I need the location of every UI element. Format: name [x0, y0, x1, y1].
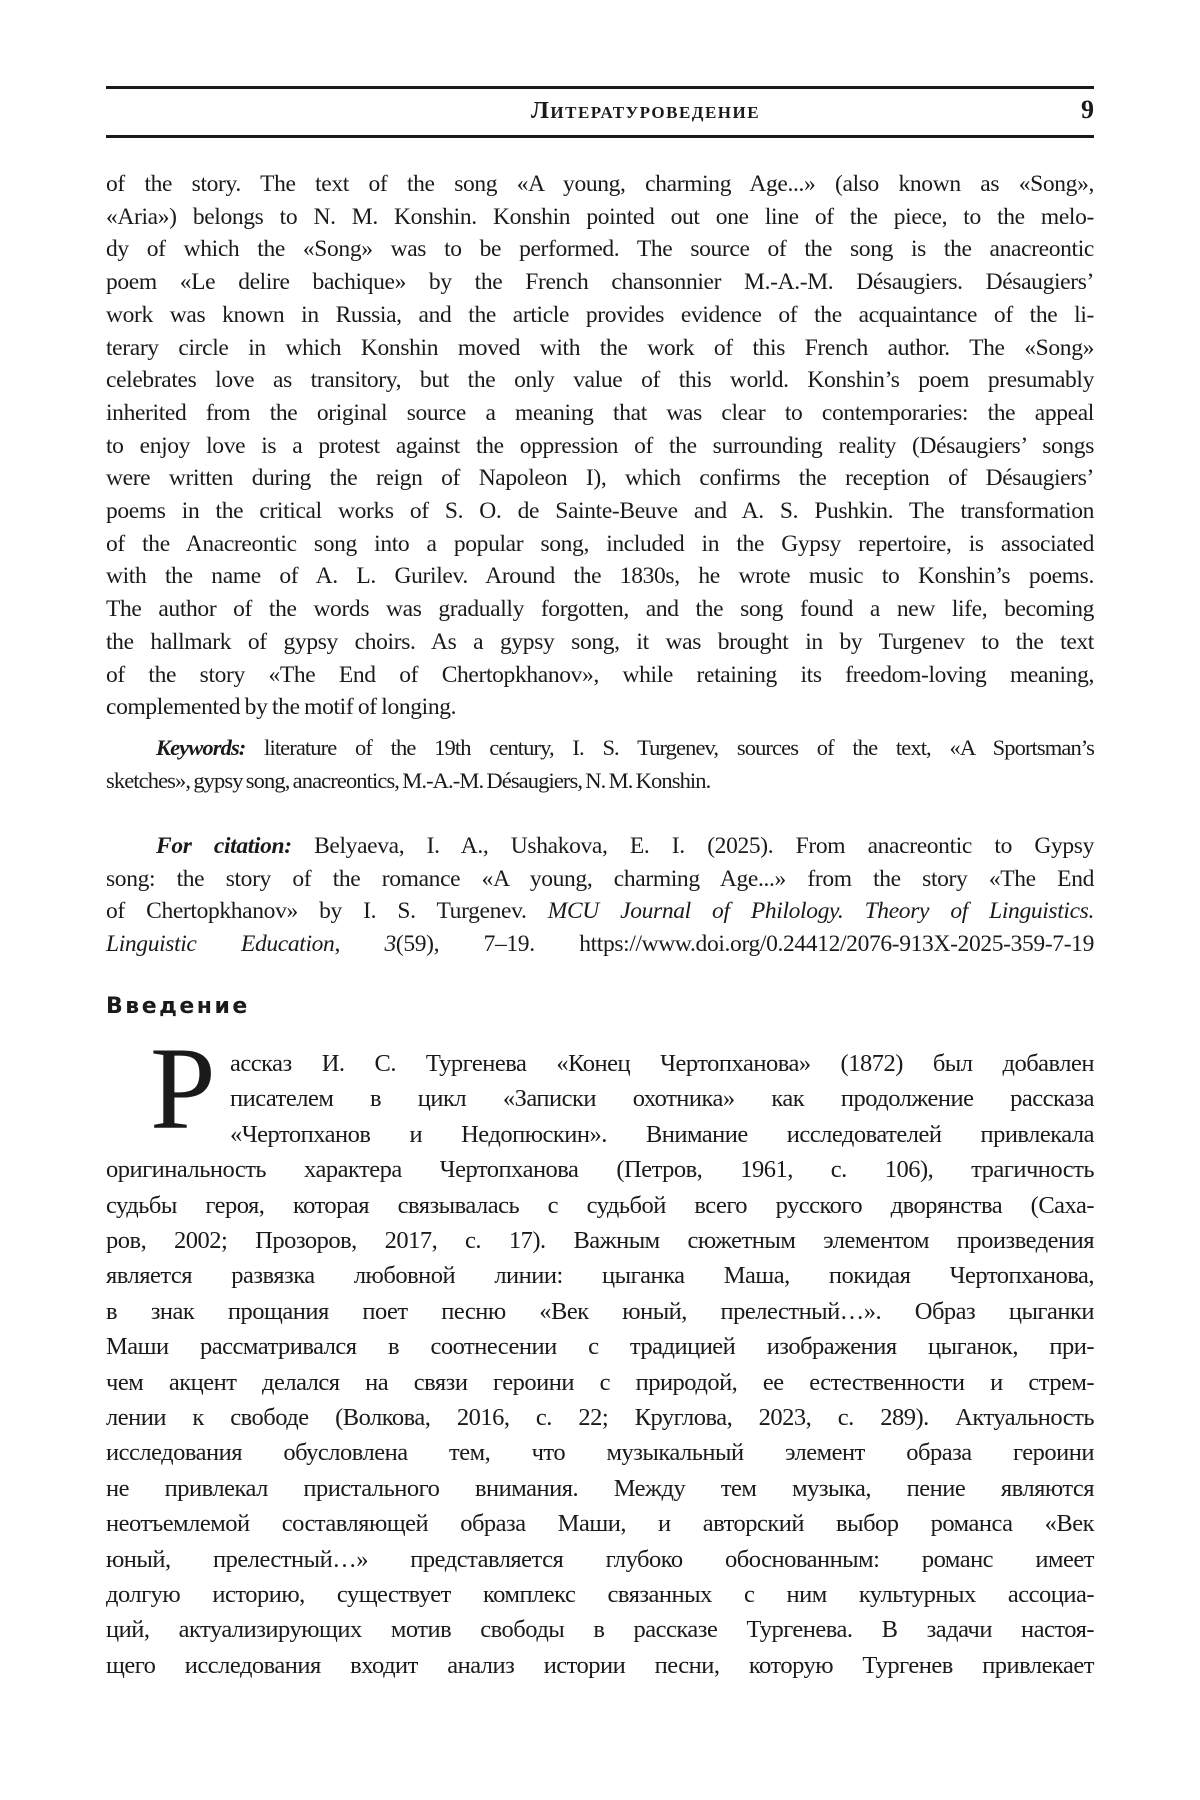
keywords-label: Keywords: [156, 735, 246, 760]
body-line: писателем в цикл «Записки охотника» как продолжение рассказа [230, 1085, 1094, 1113]
header-top-rule [106, 86, 1094, 89]
body-line: ассказ И. С. Тургенева «Конец Чертопханова» (1872) был добавлен [230, 1050, 1094, 1077]
abstract-line: with the name of A. L. Gurilev. Around the 1830s, he wrote music to Konshin’s poems. [106, 563, 1094, 590]
abstract-line: of the story. The text of the song «A young, charming Age...» (also known as «Song», [106, 171, 1094, 197]
abstract-line: to enjoy love is a protest against the oppression of the surrounding reality (Désaugiers’ songs [106, 432, 1094, 459]
header-bottom-rule [106, 135, 1094, 138]
body-line: в знак прощания поет песню «Век юный, прелестный…». Образ цыганки [106, 1297, 1094, 1325]
body-line: щего исследования входит анализ истории песни, которую Тургенев привлекает [106, 1651, 1094, 1679]
abstract-line: work was known in Russia, and the article provides evidence of the acquaintance of the li- [106, 301, 1094, 328]
body-line: исследования обусловлена тем, что музыкальный элемент образа героини [106, 1439, 1094, 1467]
body-line: ций, актуализирующих мотив свободы в рассказе Тургенева. В задачи настоя- [106, 1616, 1094, 1644]
body-line: является развязка любовной линии: цыганка Маша, покидая Чертопханова, [106, 1262, 1094, 1290]
abstract-line: dy of which the «Song» was to be performed. The source of the song is the anacreontic [106, 236, 1094, 263]
abstract-line: inherited from the original source a meaning that was clear to contemporaries: the appeal [106, 399, 1094, 426]
body-line: долгую историю, существует комплекс связанных с ним культурных ассоциа- [106, 1581, 1094, 1608]
abstract-line: of the story «The End of Chertopkhanov», while retaining its freedom-loving meaning, [106, 661, 1094, 688]
abstract-line: celebrates love as transitory, but the only value of this world. Konshin’s poem presumably [106, 367, 1094, 394]
body-line: чем акцент делался на связи героини с природой, ее естественности и стрем- [106, 1368, 1094, 1396]
keywords-line-2: sketches», gypsy song, anacreontics, M.-A.-M. Désaugiers, N. M. Konshin. [106, 768, 711, 793]
citation-line-1: For citation: Belyaeva, I. A., Ushakova, E. I. (2025). From anacreontic to Gypsy [156, 833, 1094, 859]
body-line: юный, прелестный…» представляется глубоко обоснованным: романс имеет [106, 1545, 1094, 1573]
section-name: Литературоведение [531, 98, 761, 124]
abstract-line: terary circle in which Konshin moved with the work of this French author. The «Song» [106, 334, 1094, 361]
body-line: оригинальность характера Чертопханова (Петров, 1961, с. 106), трагичность [106, 1156, 1094, 1184]
journal-title: MCU Journal of Philology. Theory of Linguistics. [547, 898, 1094, 924]
citation-line-4: Linguistic Education, 3(59), 7–19. https://www.doi.org/0.24412/2076-913X-2025-359-7-19 [106, 931, 1094, 957]
citation-label: For citation: [156, 833, 292, 859]
citation-line-3: of Chertopkhanov» by I. S. Turgenev. MCU Journal of Philology. Theory of Linguistics. [106, 898, 1094, 924]
abstract-line: were written during the reign of Napoleon I), which confirms the reception of Désaugiers’ [106, 465, 1094, 492]
body-line: неотъемлемой составляющей образа Маши, и авторский выбор романса «Век [106, 1510, 1094, 1538]
running-header [106, 96, 1094, 132]
section-heading: Введение [106, 994, 250, 1019]
body-line: Маши рассматривался в соотнесении с традицией изображения цыганок, при- [106, 1333, 1094, 1361]
body-line: лении к свободе (Волкова, 2016, с. 22; Круглова, 2023, с. 289). Актуальность [106, 1404, 1094, 1431]
abstract-line: «Aria») belongs to N. M. Konshin. Konshin pointed out one line of the piece, to the melo- [106, 203, 1094, 230]
abstract-line: The author of the words was gradually forgotten, and the song found a new life, becoming [106, 596, 1094, 623]
abstract-line: poems in the critical works of S. O. de Sainte-Beuve and A. S. Pushkin. The transformation [106, 498, 1094, 524]
keywords-line-1: Keywords: literature of the 19th century, I. S. Turgenev, sources of the text, «A Sportsman’s [156, 735, 1094, 760]
body-line: ров, 2002; Прозоров, 2017, с. 17). Важным сюжетным элементом произведения [106, 1227, 1094, 1254]
citation-line-2: song: the story of the romance «A young, charming Age...» from the story «The End [106, 866, 1094, 892]
drop-cap: Р [150, 1023, 216, 1154]
body-line: судьбы героя, которая связывалась с судьбой всего русского дворянства (Саха- [106, 1191, 1094, 1219]
abstract-line: poem «Le delire bachique» by the French chansonnier M.-A.-M. Désaugiers. Désaugiers’ [106, 269, 1094, 296]
abstract-line: complemented by the motif of longing. [106, 694, 457, 721]
abstract-line: the hallmark of gypsy choirs. As a gypsy song, it was brought in by Turgenev to the text [106, 628, 1094, 655]
doi-link[interactable]: (59), 7–19. https://www.doi.org/0.24412/2076-913X-2025-359-7-19 [395, 931, 1094, 957]
body-line: не привлекал пристального внимания. Между тем музыка, пение являются [106, 1474, 1094, 1502]
abstract-line: of the Anacreontic song into a popular song, included in the Gypsy repertoire, is associated [106, 530, 1094, 557]
page-number: 9 [1081, 95, 1094, 124]
body-line: «Чертопханов и Недопюскин». Внимание исследователей привлекала [230, 1120, 1094, 1148]
